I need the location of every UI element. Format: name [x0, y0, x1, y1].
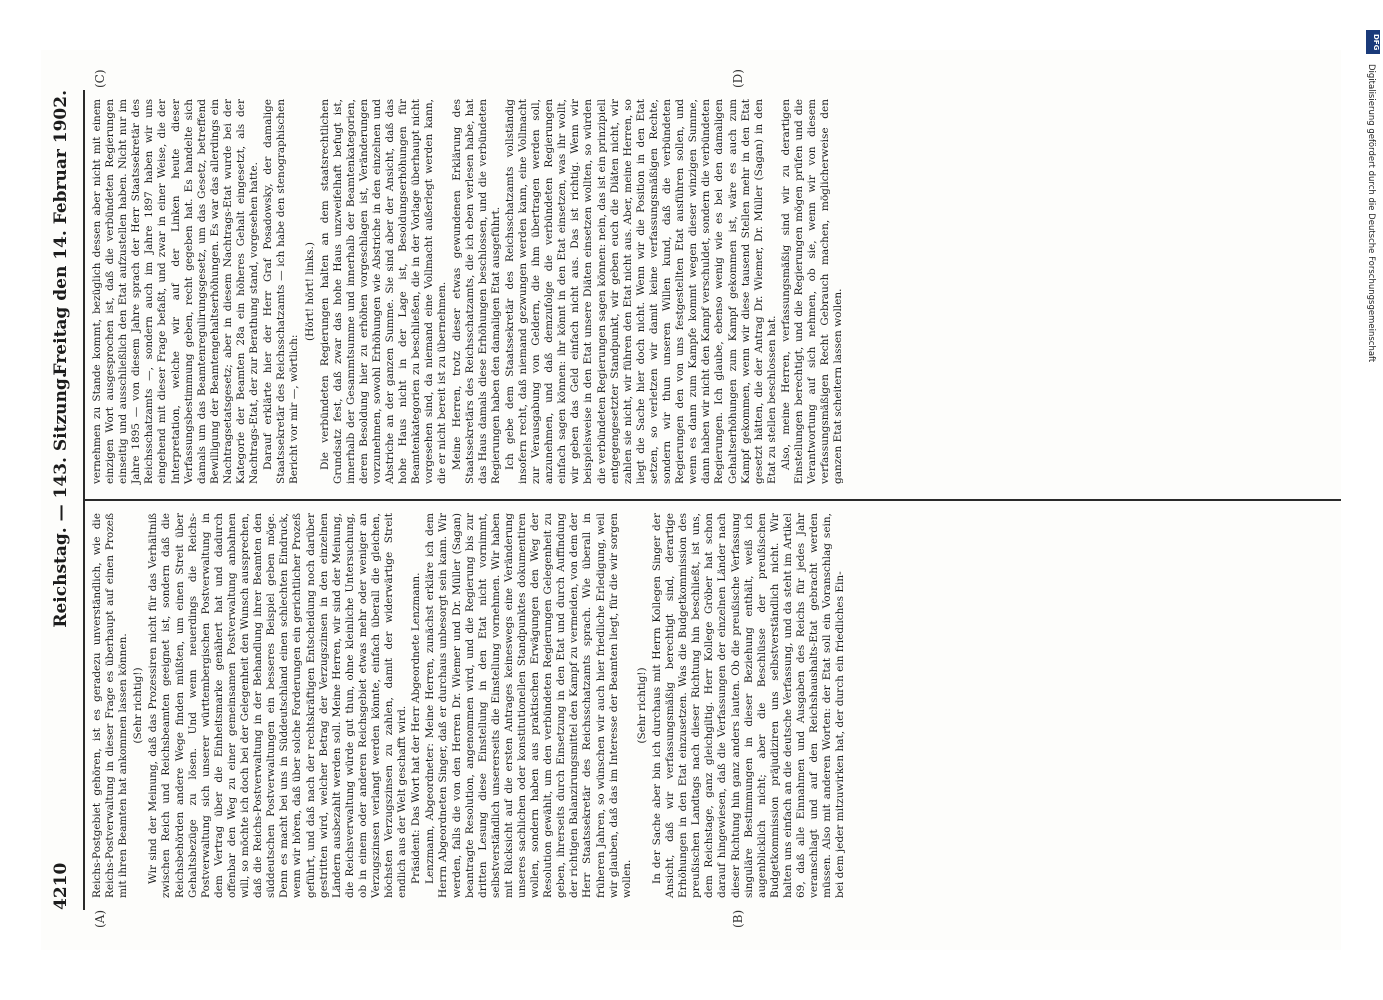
session-title: Reichstag. — 143. Sitzung.	[51, 372, 71, 628]
paragraph: vernehmen zu Stande kommt, bezüglich dessen aber nicht mit einem einzigen Wort ausgesprochen ist, daß die verbündeten Regierungen einseitig und ausschließlich den Etat aufzustellen haben. Nicht nur im Jahre 1895 — von diesem Jahre sprach der Herr Staatssekretär des Reichsschatzamts —, sondern auch im Jahre 1897 haben wir uns eingehend mit dieser Frage befaßt, und zwar in einer Weise, die der Interpretation, welche wir auf der Linken heute dieser Verfassungsbestimmung geben, recht gegeben hat. Es handelte sich damals um das Beamtenregulirungsgesetz, um das Gesetz, betreffend Bewilligung der Beamtengehaltserhöhungen. Es war das allerdings ein Nachtragsetatsgesetz; aber in diesem Nachtrags-Etat wurde bei der Kategorie der Beamten 28a ein höheres Gehalt eingesetzt, als der Nachtrags-Etat, der zur Berathung stand, vorgesehen hatte.	[91, 99, 261, 484]
digitization-note	[1366, 30, 1380, 970]
speaker-paragraph: Präsident: Das Wort hat der Herr Abgeordnete Lenzmann.	[410, 572, 423, 884]
funding-acknowledgement: Digitalisierung gefördert durch die Deutsche Forschungsgemeinschaft	[1366, 64, 1376, 363]
paragraph: In der Sache aber bin ich durchaus mit Herrn Kollegen Singer der Ansicht, daß wir verfassungsmäßig berechtigt sind, derartige Erhöhungen in den Etat einzusetzen. Was die Budgetkommission des preußischen Landtags nach dieser Richtung hin beschließt, ist uns, dem Reichstage, ganz gleichgiltig. Herr Kollege Gröber hat schon darauf hingewiesen, daß die Verfassungen der einzelnen Länder nach dieser Richtung hin ganz anders lauten. Ob die preußische Verfassung singuläre Bestimmungen in dieser Beziehung enthält, weiß ich augenblicklich nicht; aber die Beschlüsse der preußischen Budgetkommission präjudiziren uns selbstverständlich nicht. Wir halten uns einfach an die deutsche Verfassung, und da steht im Artikel 69, daß alle Einnahmen und Ausgaben des Reichs für jedes Jahr veranschlagt und auf den Reichshaushalts-Etat gebracht werden müssen. Also mit anderen Worten: der Etat soll ein Voranschlag sein, bei dem jeder mitzuwirken hat, der durch ein friedliches Ein-	[650, 513, 847, 898]
scanned-page	[41, 50, 1341, 950]
paragraph: Wir sind der Meinung, daß das Prozessiren nicht für das Verhältniß zwischen Reich und Reichsbeamten geeignet ist, sondern daß die Reichsbehörden andere Wege finden müßten, um einen Streit über Gehaltsbezüge zu lösen. Und wenn neuerdings die Reichs-Postverwaltung sich unserer württembergischen Postverwaltung in dem Vertrag über die Einheitsmarke genähert hat und dadurch offenbar den Weg zu einer gemeinsamen Postverwaltung anbahnen will, so möchte ich doch bei der Gelegenheit den Wunsch aussprechen, daß die Reichs-Postverwaltung in der Behandlung ihrer Beamten den süddeutschen Postverwaltungen ein besseres Beispiel geben möge. Denn es macht bei uns in Süddeutschland einen schlechten Eindruck, wenn wir hören, daß über solche Forderungen ein gerichtlicher Prozeß geführt, und daß nach der rechtskräftigen Entscheidung noch darüber gestritten wird, welcher Betrag der Verzugszinsen in den einzelnen Ländern ausbezahlt werden soll. Meine Herren, wir sind der Meinung, die Reichsverwaltung würde gut thun, ohne kleinliche Untersuchung, ob in einem oder anderen Reichsgebiet etwas mehr oder weniger an Verzugszinsen verlangt werden könnte, einfach überall die gleichen, höchsten Verzugszinsen zu zahlen, damit der widerwärtige Streit endlich aus der Welt geschafft wird.	[147, 513, 409, 898]
paragraph: Meine Herren, trotz dieser etwas gewundenen Erklärung des Staatssekretärs des Reichsschatzamts, die ich eben verlesen habe, hat das Haus damals diese Erhöhungen beschlossen, und die verbündeten Regierungen haben den damaligen Etat ausgeführt.	[450, 99, 502, 484]
page-number: 4210	[51, 862, 71, 910]
text-column-left	[91, 513, 848, 898]
margin-marker-d: (D)	[731, 69, 745, 88]
running-head	[43, 90, 83, 910]
interjection: (Sehr richtig!)	[635, 667, 648, 744]
paragraph: Also, meine Herren, verfassungsmäßig sind wir zu derartigen Einstellungen berechtigt, und die Regierungen mögen prüfen und die Verantwortung auf sich nehmen, ob sie, wenn wir von diesem verfassungsmäßigen Recht Gebrauch machen, möglicherweise den ganzen Etat scheitern lassen wollen.	[779, 99, 845, 484]
column-divider	[85, 499, 1341, 501]
margin-marker-b: (B)	[731, 909, 745, 928]
margin-marker-c: (C)	[93, 69, 107, 88]
session-date: Freitag den 14. Februar 1902.	[51, 90, 71, 376]
margin-marker-a: (A)	[93, 909, 107, 928]
dfg-badge: DFG	[1366, 30, 1380, 54]
interjection: (Hört! hört! links.)	[303, 242, 316, 341]
paragraph: Darauf erklärte hier der Herr Graf Posadowsky, der damalige Staatssekretär des Reichsschatzamts — ich habe den stenographischen Bericht vor mir —, wörtlich:	[262, 99, 301, 484]
paragraph: Ich gebe dem Staatssekretär des Reichsschatzamts vollständig insofern recht, daß niemand gezwungen werden kann, eine Vollmacht zur Verausgabung von Geldern, die ihm übertragen werden soll, anzunehmen, und daß demzufolge die verbündeten Regierungen einfach sagen können: ihr könnt in den Etat einsetzen, was ihr wollt, wir geben das Geld einfach nicht aus. Das ist richtig. Wenn wir beispielsweise in den Etat unsere Diäten einsetzen wollten, so würden die verbündeten Regierungen sagen können: nein, das ist ein prinzipiell entgegengesetzter Standpunkt, wir geben euch die Diäten nicht, wir zahlen sie nicht, wir führen den Etat nicht aus. Aber, meine Herren, so liegt die Sache hier doch nicht. Wenn wir die Position in den Etat setzen, so verletzen wir damit keine verfassungsmäßigen Rechte, sondern wir thun unseren Willen kund, daß die verbündeten Regierungen den von uns festgestellten Etat ausführen sollen, und wenn es dann zum Kampfe kommt wegen dieser winzigen Summe, dann haben wir nicht den Kampf verschuldet, sondern die verbündeten Regierungen. Ich glaube, ebenso wenig wie es bei den damaligen Gehaltserhöhungen zum Kampf gekommen ist, wäre es auch zum Kampf gekommen, wenn wir diese tausend Stellen mehr in den Etat gesetzt hätten, die der Antrag Dr. Wiemer, Dr. Müller (Sagan) in den Etat zu stellen beschlossen hat.	[503, 99, 778, 484]
speaker-paragraph: Lenzmann, Abgeordneter: Meine Herren, zunächst erkläre ich dem Herrn Abgeordneten Singer, daß er durchaus unbesorgt sein kann. Wir werden, falls die von den Herren Dr. Wiemer und Dr. Müller (Sagan) beantragte Resolution, angenommen wird, und die Regierung bis zur dritten Lesung diese Einstellung in den Etat nicht vornimmt, selbstverständlich unsererseits die Einstellung vornehmen. Wir haben mit Rücksicht auf die ersten Antrages keineswegs eine Veränderung unseres sachlichen oder konstitutionellen Standpunktes dokumentiren wollen, sondern haben aus praktischen Erwägungen den Weg der Resolution gewählt, um den verbündeten Regierungen Gelegenheit zu geben, ihrerseits durch Einsetzung in den Etat und durch Auffindung der richtigen Balanzirungsmittel den Kampf zu vermeiden, von dem der Herr Staatssekretär des Reichsschatzamts sprach. Wie überall in früheren Jahren, so wünschen wir auch hier friedliche Erledigung, weil wir glauben, daß das im Interesse der Beamten liegt, für die wir sorgen wollen.	[424, 513, 633, 898]
text-column-right	[91, 99, 846, 484]
quoted-paragraph: Die verbündeten Regierungen halten an dem staatsrechtlichen Grundsatz fest, daß zwar das hohe Haus unzweifelhaft befugt ist, innerhalb der Gesammtsumme und innerhalb der Beamtenkategorien, deren Besoldung hier zu erhöhen vorgeschlagen ist, Veränderungen vorzunehmen, sowohl Erhöhungen wie Abstriche in den einzelnen und Abstriche an der ganzen Summe. Sie sind aber der Ansicht, daß das hohe Haus nicht in der Lage ist, Besoldungserhöhungen für Beamtenkategorien zu beschließen, die in der Vorlage überhaupt nicht vorgesehen sind, da niemand eine Vollmacht außerlegt werden kann, die er nicht bereit ist zu übernehmen.	[318, 99, 449, 484]
interjection: (Sehr richtig!)	[132, 667, 145, 744]
paragraph: Reichs-Postgebiet gehören, ist es geradezu unverständlich, wie die Reichs-Postverwaltung in dieser Frage es überhaupt auf einen Prozeß mit ihren Beamten hat ankommen lassen können.	[91, 513, 130, 898]
